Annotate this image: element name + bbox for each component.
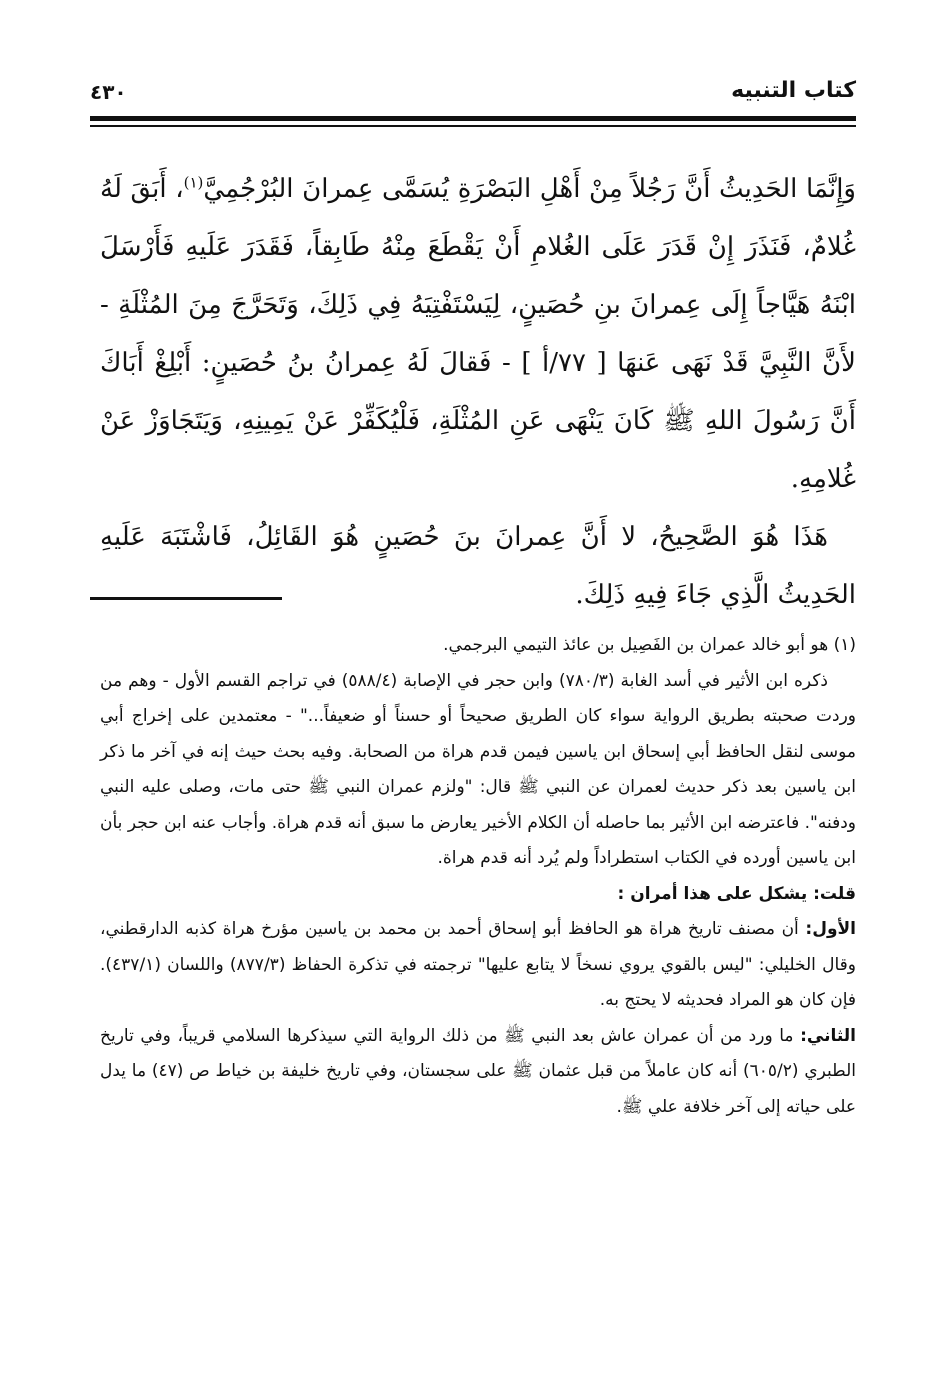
first-point-label: الأول: (805, 919, 856, 939)
book-title: كتاب التنبيه (731, 78, 856, 103)
main-paragraph-2: هَذَا هُوَ الصَّحِيحُ، لا أَنَّ عِمرانَ بنَ حُصَينٍ هُوَ القَائِلُ، فَاشْتَبَهَ عَلَيهِ الحَدِيثُ الَّذِي جَاءَ فِيهِ ذَلِكَ. (100, 522, 856, 610)
footnote-first-point (100, 912, 856, 1019)
first-point-text: أن مصنف تاريخ هراة هو الحافظ أبو إسحاق أحمد بن محمد بن ياسين مؤرخ هراة كذبه الدارقطني، وقال الخليلي: "ليس بالقوي يروي نسخاً لا يتابع عليها" ترجمته في تذكرة الحفاظ (٨٧٧/٣) واللسان (٤٣٧/١). فإن كان هو المراد فحديثه لا يحتج به. (100, 919, 856, 1010)
main-paragraph-1-start: وَإِنَّمَا الحَدِيثُ أَنَّ رَجُلاً مِنْ أَهْلِ البَصْرَةِ يُسَمَّى عِمرانَ البُرْجُمِيَّ (203, 174, 856, 204)
header-rule-thick (90, 116, 856, 121)
footnotes (100, 628, 856, 1125)
page-number: ٤٣٠ (90, 80, 127, 104)
footnote-reference: (١) (183, 173, 204, 192)
footnote-separator (90, 597, 282, 600)
main-paragraph-1 (100, 160, 856, 508)
main-paragraph-1-rest: ، أَبَقَ لَهُ غُلامٌ، فَنَذَرَ إِنْ قَدَرَ عَلَى الغُلامِ أَنْ يَقْطَعَ مِنْهُ طَابِقاً، فَقَدَرَ عَلَيهِ فَأَرْسَلَ ابْنَهُ هَيَّاجاً إِلَى عِمرانَ بنِ حُصَينٍ، لِيَسْتَفْتِيَهُ فِي ذَلِكَ، وَتَحَرَّجَ مِنَ المُثْلَةِ - لأَنَّ النَّبِيَّ قَدْ نَهَى عَنهَا [ ٧٧/أ ] - فَقالَ لَهُ عِمرانُ بنُ حُصَينٍ: أَبْلِغْ أَبَاكَ أَنَّ رَسُولَ اللهِ ﷺ كَانَ يَنْهَى عَنِ المُثْلَةِ، فَلْيُكَفِّرْ عَنْ يَمِينِهِ، وَيَتَجَاوَزْ عَنْ غُلامِهِ. (100, 174, 856, 494)
footnote-second-point (100, 1019, 856, 1126)
second-point-text: ما ورد من أن عمران عاش بعد النبي ﷺ من ذلك الرواية التي سيذكرها السلامي قريباً، وفي تاريخ الطبري (٦٠٥/٢) أنه كان عاملاً من قبل عثمان ﷺ على سجستان، وفي تاريخ خليفة بن خياط ص (٤٧) ما يدل على حياته إلى آخر خلافة علي ﷺ. (100, 1025, 857, 1117)
main-text (100, 160, 856, 624)
footnote-qultu: قلت: يشكل على هذا أمران : (617, 883, 856, 904)
footnote-1-body: ذكره ابن الأثير في أسد الغابة (٧٨٠/٣) وابن حجر في الإصابة (٥٨٨/٤) في تراجم القسم الأول - وهم من وردت صحبته بطريق الرواية سواء كان الطريق صحيحاً أو حسناً أو ضعيفاً..." - معتمدين على إخراج أبي موسى لنقل الحافظ أبي إسحاق ابن ياسين فيمن قدم هراة من الصحابة. وفيه بحث حيث إنه في آخر ما ذكر ابن ياسين بعد ذكر حديث لعمران عن النبي ﷺ قال: "ولزم عمران النبي ﷺ حتى مات، وصلى عليه النبي ودفنه". فاعترضه ابن الأثير بما حاصله أن الكلام الأخير يعارض ما سبق أنه قدم هراة. وأجاب عنه ابن حجر بأن ابن ياسين أورده في الكتاب استطراداً ولم يُرد أنه قدم هراة. (100, 670, 856, 868)
page-header (90, 72, 856, 112)
header-rule-thin (90, 125, 856, 127)
second-point-label: الثاني: (800, 1025, 856, 1046)
footnote-1-lead: (١) هو أبو خالد عمران بن الفَصِيل بن عائذ التيمي البرجمي. (443, 635, 856, 655)
